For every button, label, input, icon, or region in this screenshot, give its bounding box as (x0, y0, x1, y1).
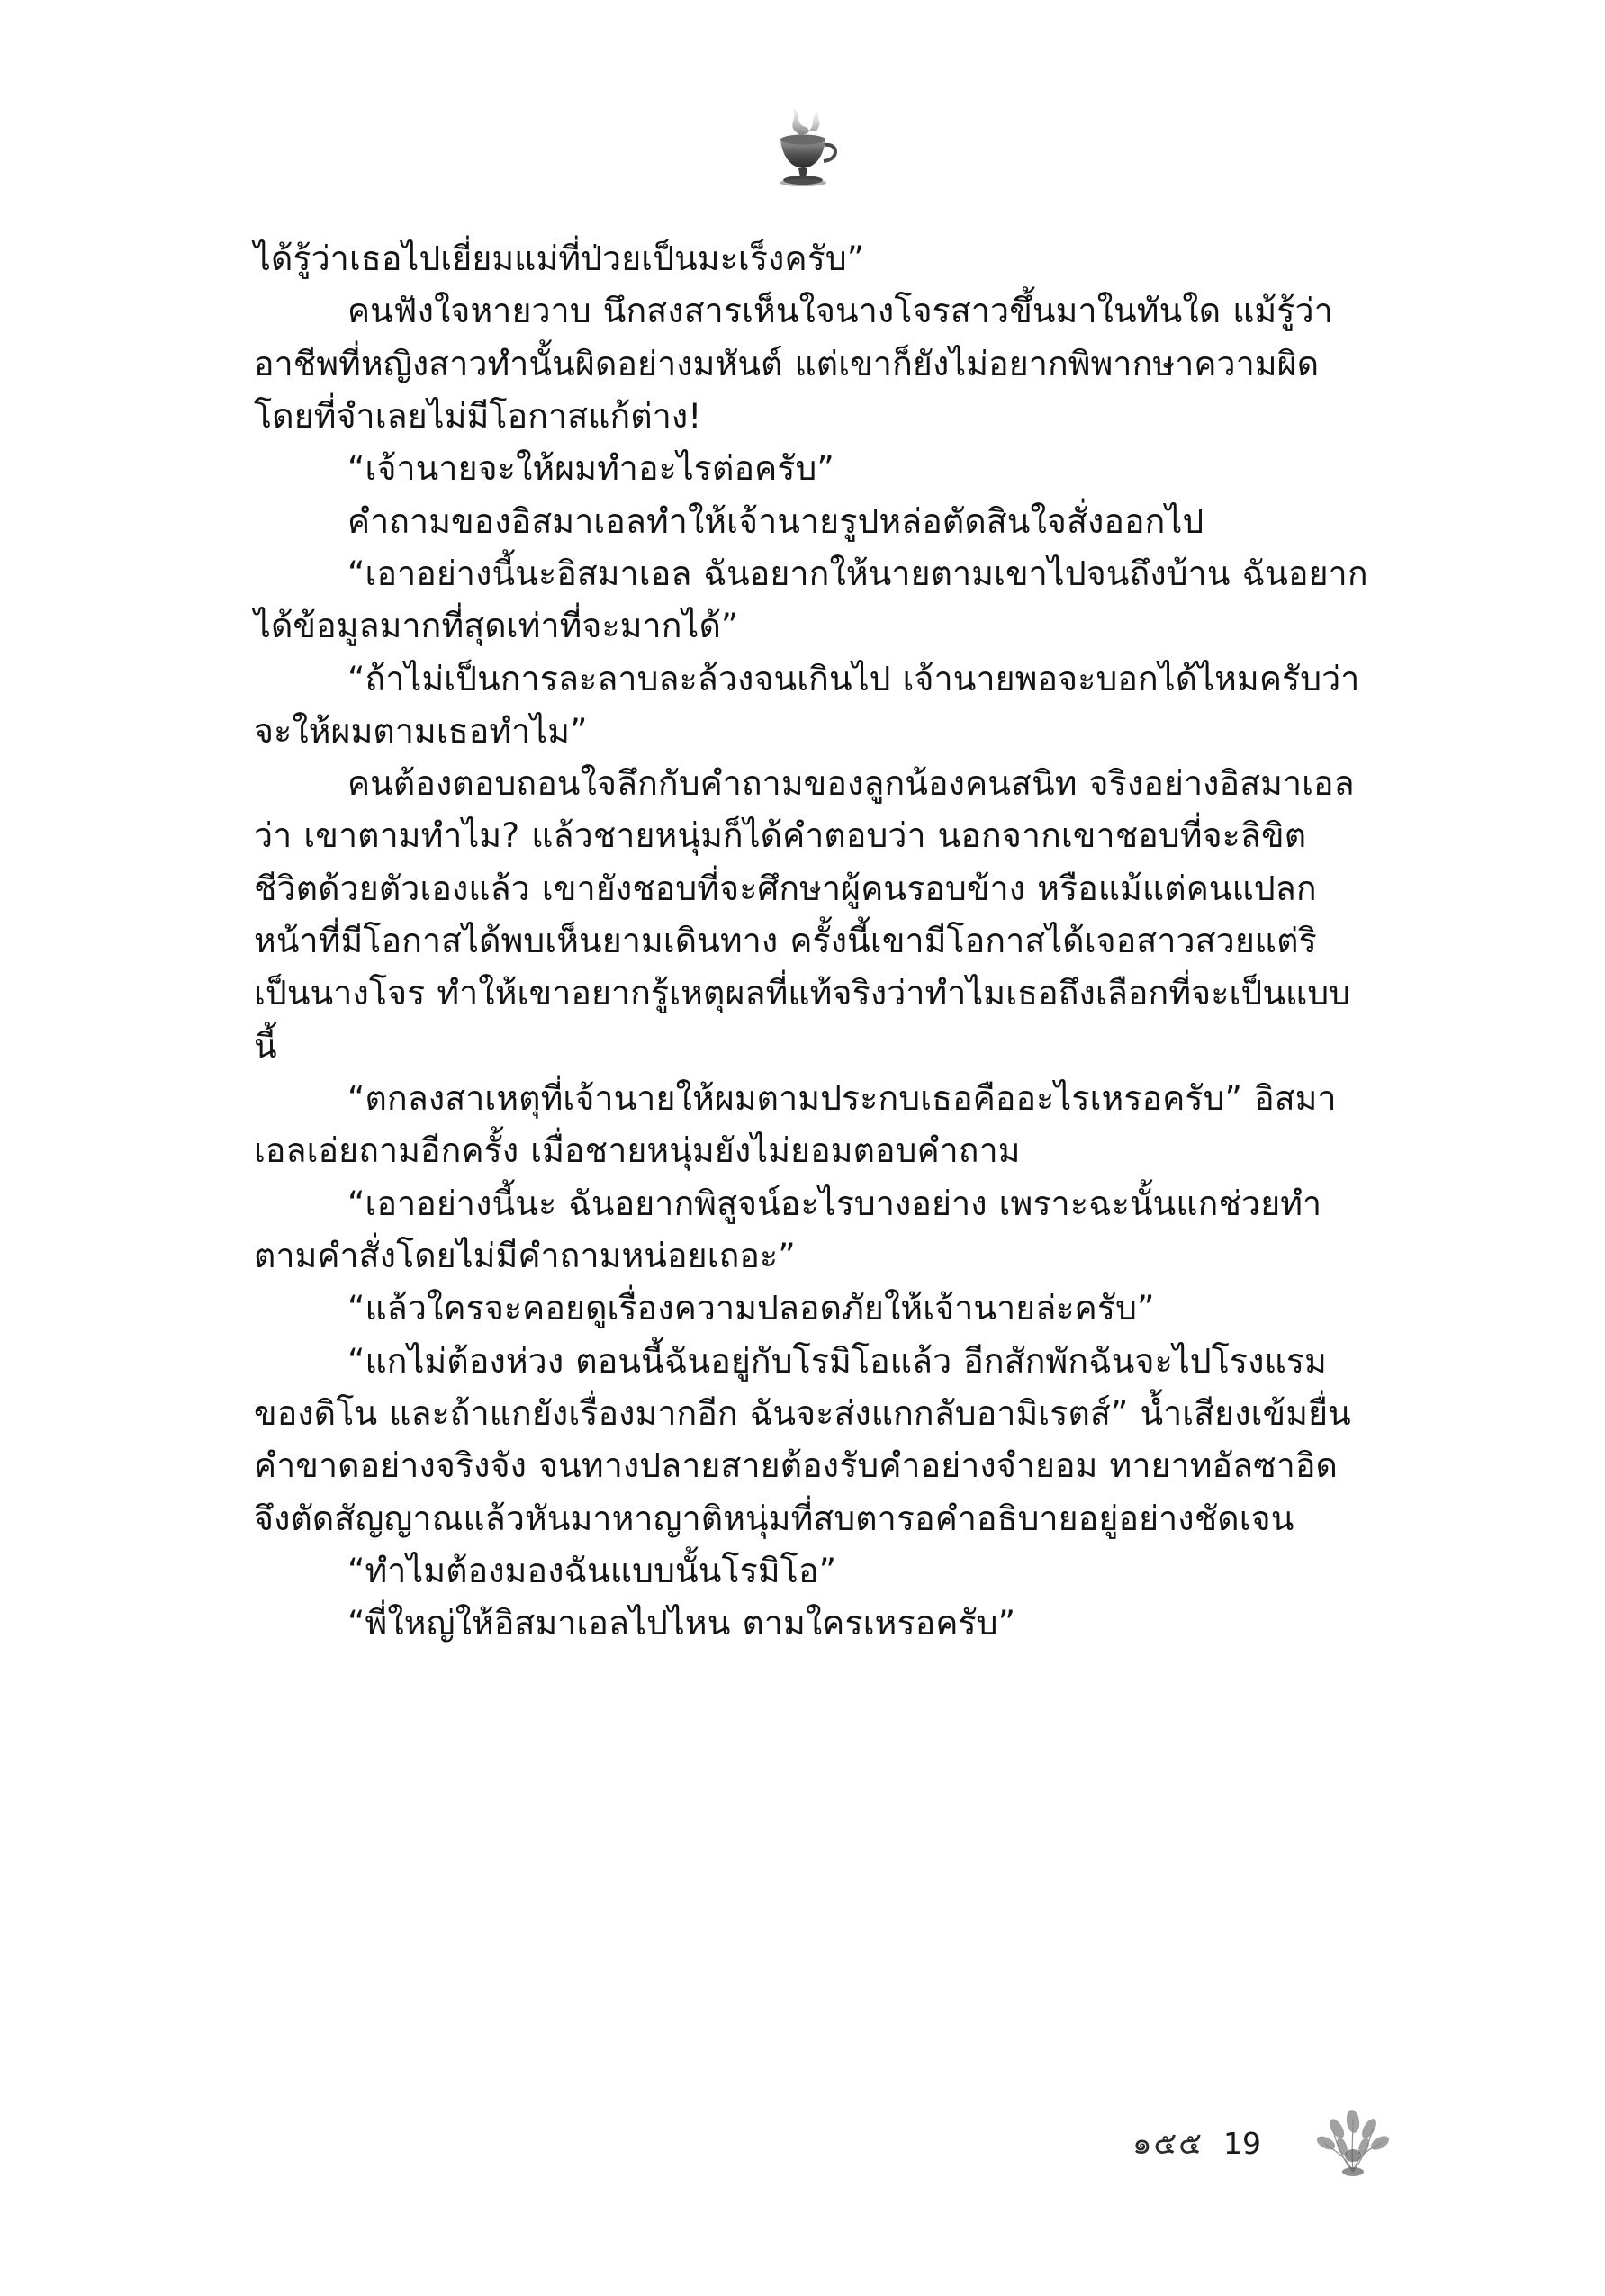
paragraph: “เอาอย่างนี้นะอิสมาเอล ฉันอยากให้นายตามเขาไปจนถึงบ้าน ฉันอยากได้ข้อมูลมากที่สุดเท่าที่จะมากได้” (254, 553, 1368, 646)
paragraph: “ตกลงสาเหตุที่เจ้านายให้ผมตามประกบเธอคืออะไรเหรอครับ” อิสมาเอลเอ่ยถามอีกครั้ง เมื่อชายหนุ่มยังไม่ยอมตอบคำถาม (254, 1078, 1337, 1171)
flower-ornament-icon (1306, 2100, 1400, 2186)
header-ornament (0, 97, 1605, 192)
paragraph: “ทำไมต้องมองฉันแบบนั้นโรมิโอ” (347, 1550, 837, 1590)
paragraph: “ถ้าไม่เป็นการละลาบละล้วงจนเกินไป เจ้านายพอจะบอกได้ไหมครับว่า จะให้ผมตามเธอทำไม” (254, 658, 1360, 751)
paragraph: คนฟังใจหายวาบ นึกสงสารเห็นใจนางโจรสาวขึ้นมาในทันใด แม้รู้ว่าอาชีพที่หญิงสาวทำนั้นผิดอย่างมหันต์ แต่เขาก็ยังไม่อยากพิพากษาความผิดโดยที่จำเลยไม่มีโอกาสแก้ต่าง! (254, 291, 1333, 436)
paragraph: คนต้องตอบถอนใจลึกกับคำถามของลูกน้องคนสนิท จริงอย่างอิสมาเอลว่า เขาตามทำไม? แล้วชายหนุ่มก็ได้คำตอบว่า นอกจากเขาชอบที่จะลิขิตชีวิตด้วยตัวเองแล้ว เขายังชอบที่จะศึกษาผู้คนรอบข้าง หรือแม้แต่คนแปลกหน้าที่มีโอกาสได้พบเห็นยามเดินทาง ครั้งนี้เขามีโอกาสได้เจอสาวสวยแต่ริเป็นนางโจร ทำให้เขาอยากรู้เหตุผลที่แท้จริงว่าทำไมเธอถึงเลือกที่จะเป็นแบบนี้ (254, 763, 1355, 1066)
footer-ornament (1306, 2100, 1400, 2186)
page-footer (1132, 2100, 1400, 2186)
page-number: 19 (1223, 2125, 1261, 2161)
teapot-ornament-icon (726, 100, 879, 190)
paragraph: “เจ้านายจะให้ผมทำอะไรต่อครับ” (347, 448, 834, 489)
folio-thai-numeral: ๑๕๕ (1132, 2126, 1204, 2162)
paragraph: “แล้วใครจะคอยดูเรื่องความปลอดภัยให้เจ้านายล่ะครับ” (347, 1288, 1155, 1328)
paragraph: ได้รู้ว่าเธอไปเยี่ยมแม่ที่ป่วยเป็นมะเร็งครับ” (254, 239, 865, 278)
paragraph: คำถามของอิสมาเอลทำให้เจ้านายรูปหล่อตัดสินใจสั่งออกไป (347, 500, 1204, 541)
paragraph: “พี่ใหญ่ให้อิสมาเอลไปไหน ตามใครเหรอครับ” (347, 1603, 1016, 1643)
paragraph: “แกไม่ต้องห่วง ตอนนี้ฉันอยู่กับโรมิโอแล้ว อีกสักพักฉันจะไปโรงแรมของดิโน และถ้าแกยังเรื่องมากอีก ฉันจะส่งแกกลับอามิเรตส์” น้ำเสียงเข้มยื่นคำขาดอย่างจริงจัง จนทางปลายสายต้องรับคำอย่างจำยอม ทายาทอัลซาอิดจึงตัดสัญญาณแล้วหันมาหาญาติหนุ่มที่สบตารอคำอธิบายอยู่อย่างชัดเจน (254, 1340, 1351, 1538)
paragraph: “เอาอย่างนี้นะ ฉันอยากพิสูจน์อะไรบางอย่าง เพราะฉะนั้นแกช่วยทำตามคำสั่งโดยไม่มีคำถามหน่อยเถอะ” (254, 1183, 1322, 1275)
body-text (254, 232, 1370, 1649)
